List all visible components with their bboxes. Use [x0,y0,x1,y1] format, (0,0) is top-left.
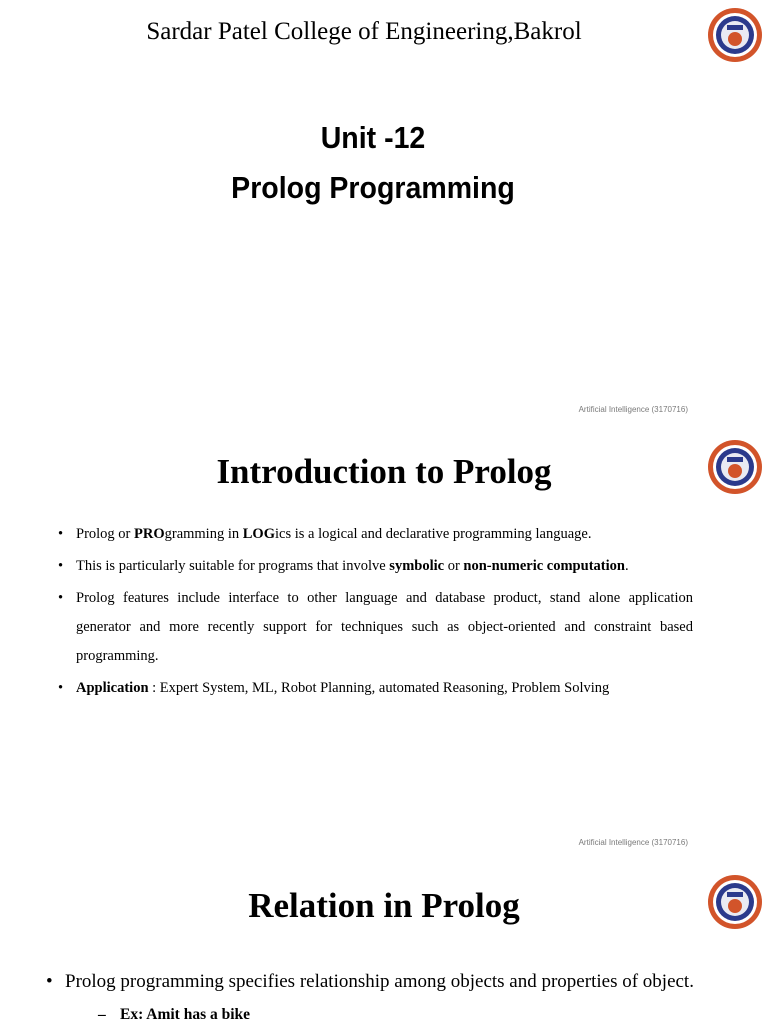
slide-heading: Relation in Prolog [248,886,520,925]
unit-title: Prolog Programming [231,170,515,205]
slide-relation [0,864,768,1024]
college-logo-icon [707,7,763,63]
list-item: • This is particularly suitable for programs that involve symbolic or non-numeric computation. [58,552,693,581]
slide-title [0,0,768,430]
footer-course: Artificial Intelligence (3170716) [578,405,688,414]
bullet-list [58,520,693,703]
slide-heading: Introduction to Prolog [216,452,552,491]
list-item: • Prolog programming specifies relationship among objects and properties of object. [46,967,736,997]
slide-introduction [0,432,768,862]
sub-item: – Ex: Amit has a bike [98,1006,251,1023]
list-item: • Prolog features include interface to other language and database product, stand alone application generator and more recently support for techniques such as object-oriented and constraint based programming. [58,584,693,671]
list-item: • Prolog or PROgramming in LOGics is a logical and declarative programming language. [58,520,693,549]
footer-course: Artificial Intelligence (3170716) [578,838,688,847]
bullet-list [46,967,736,997]
list-item: • Application : Expert System, ML, Robot Planning, automated Reasoning, Problem Solving [58,674,693,703]
unit-number: Unit -12 [320,120,426,155]
college-name: Sardar Patel College of Engineering,Bakrol [146,18,582,45]
